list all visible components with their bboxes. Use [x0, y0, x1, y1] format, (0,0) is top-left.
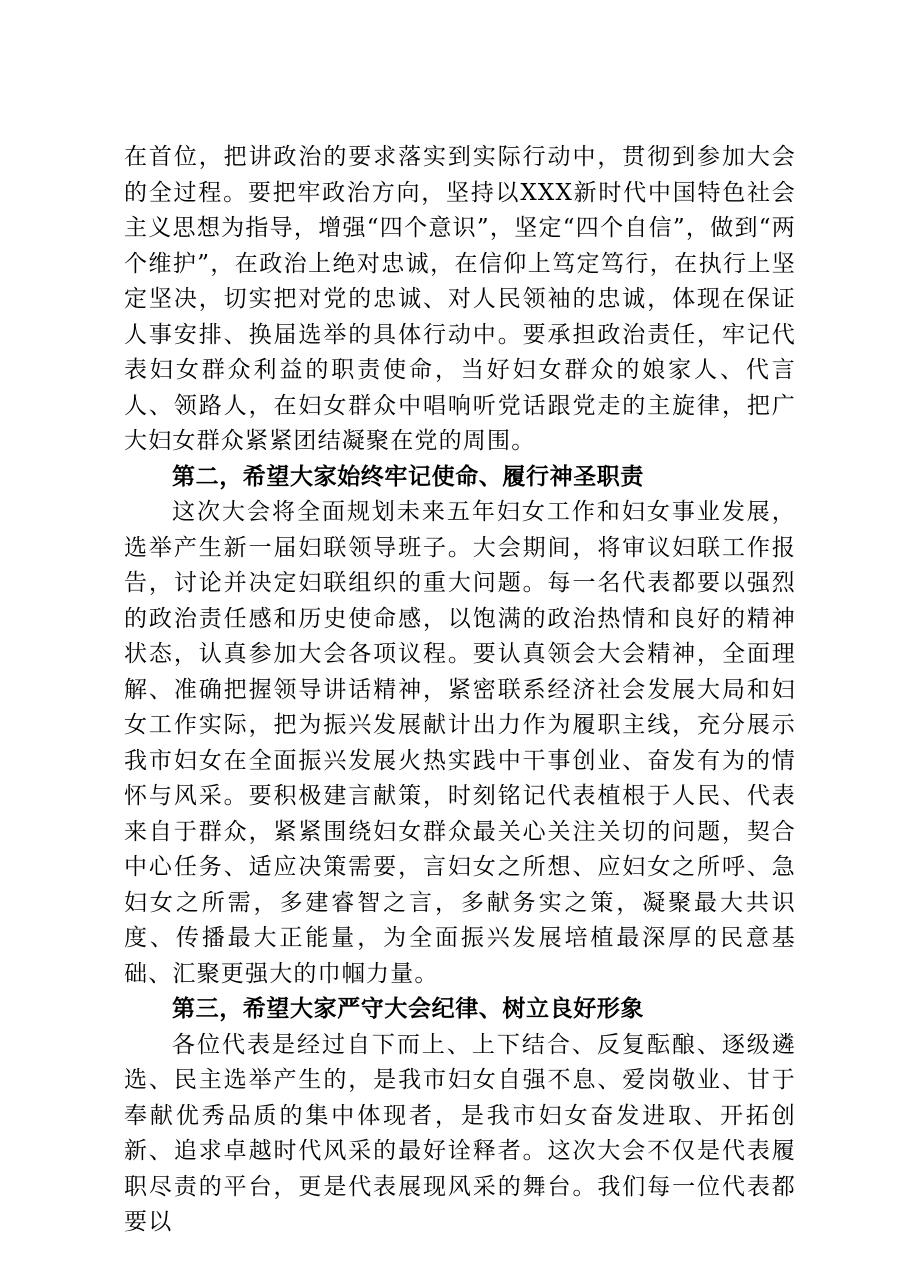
section-heading: 第三，希望大家严守大会纪律、树立良好形象	[172, 996, 644, 1022]
section-heading: 第二，希望大家始终牢记使命、履行神圣职责	[172, 463, 644, 490]
body-paragraph: 在首位，把讲政治的要求落实到实际行动中，贯彻到参加大会的全过程。要把牢政治方向，坚持以XXX新时代中国特色社会主义思想为指导，增强“四个意识”，坚定“四个自信”，做到“两个维护”，在政治上绝对忠诚，在信仰上笃定笃行，在执行上坚定坚决，切实把对党的忠诚、对人民领袖的忠诚，体现在保证人事安排、换届选举的具体行动中。要承担政治责任，牢记代表妇女群众利益的职责使命，当好妇女群众的娘家人、代言人、领路人，在妇女群众中唱响听党话跟党走的主旋律，把广大妇女群众紧紧团结凝聚在党的周围。	[124, 144, 796, 454]
body-paragraph: 各位代表是经过自下而上、上下结合、反复酝酿、逐级遴选、民主选举产生的，是我市妇女自强不息、爱岗敬业、甘于奉献优秀品质的集中体现者，是我市妇女奋发进取、开拓创新、追求卓越时代风采的最好诠释者。这次大会不仅是代表履职尽责的平台，更是代表展现风采的舞台。我们每一位代表都要以	[124, 1031, 796, 1235]
document-page	[124, 140, 796, 1241]
body-paragraph: 这次大会将全面规划未来五年妇女工作和妇女事业发展，选举产生新一届妇联领导班子。大会期间，将审议妇联工作报告，讨论并决定妇联组织的重大问题。每一名代表都要以强烈的政治责任感和历史使命感，以饱满的政治热情和良好的精神状态，认真参加大会各项议程。要认真领会大会精神，全面理解、准确把握领导讲话精神，紧密联系经济社会发展大局和妇女工作实际，把为振兴发展献计出力作为履职主线，充分展示我市妇女在全面振兴发展火热实践中干事创业、奋发有为的情怀与风采。要积极建言献策，时刻铭记代表植根于人民、代表来自于群众，紧紧围绕妇女群众最关心关注关切的问题，契合中心任务、适应决策需要，言妇女之所想、应妇女之所呼、急妇女之所需，多建睿智之言，多献务实之策，凝聚最大共识度、传播最大正能量，为全面振兴发展培植最深厚的民意基础、汇聚更强大的巾帼力量。	[124, 499, 796, 987]
